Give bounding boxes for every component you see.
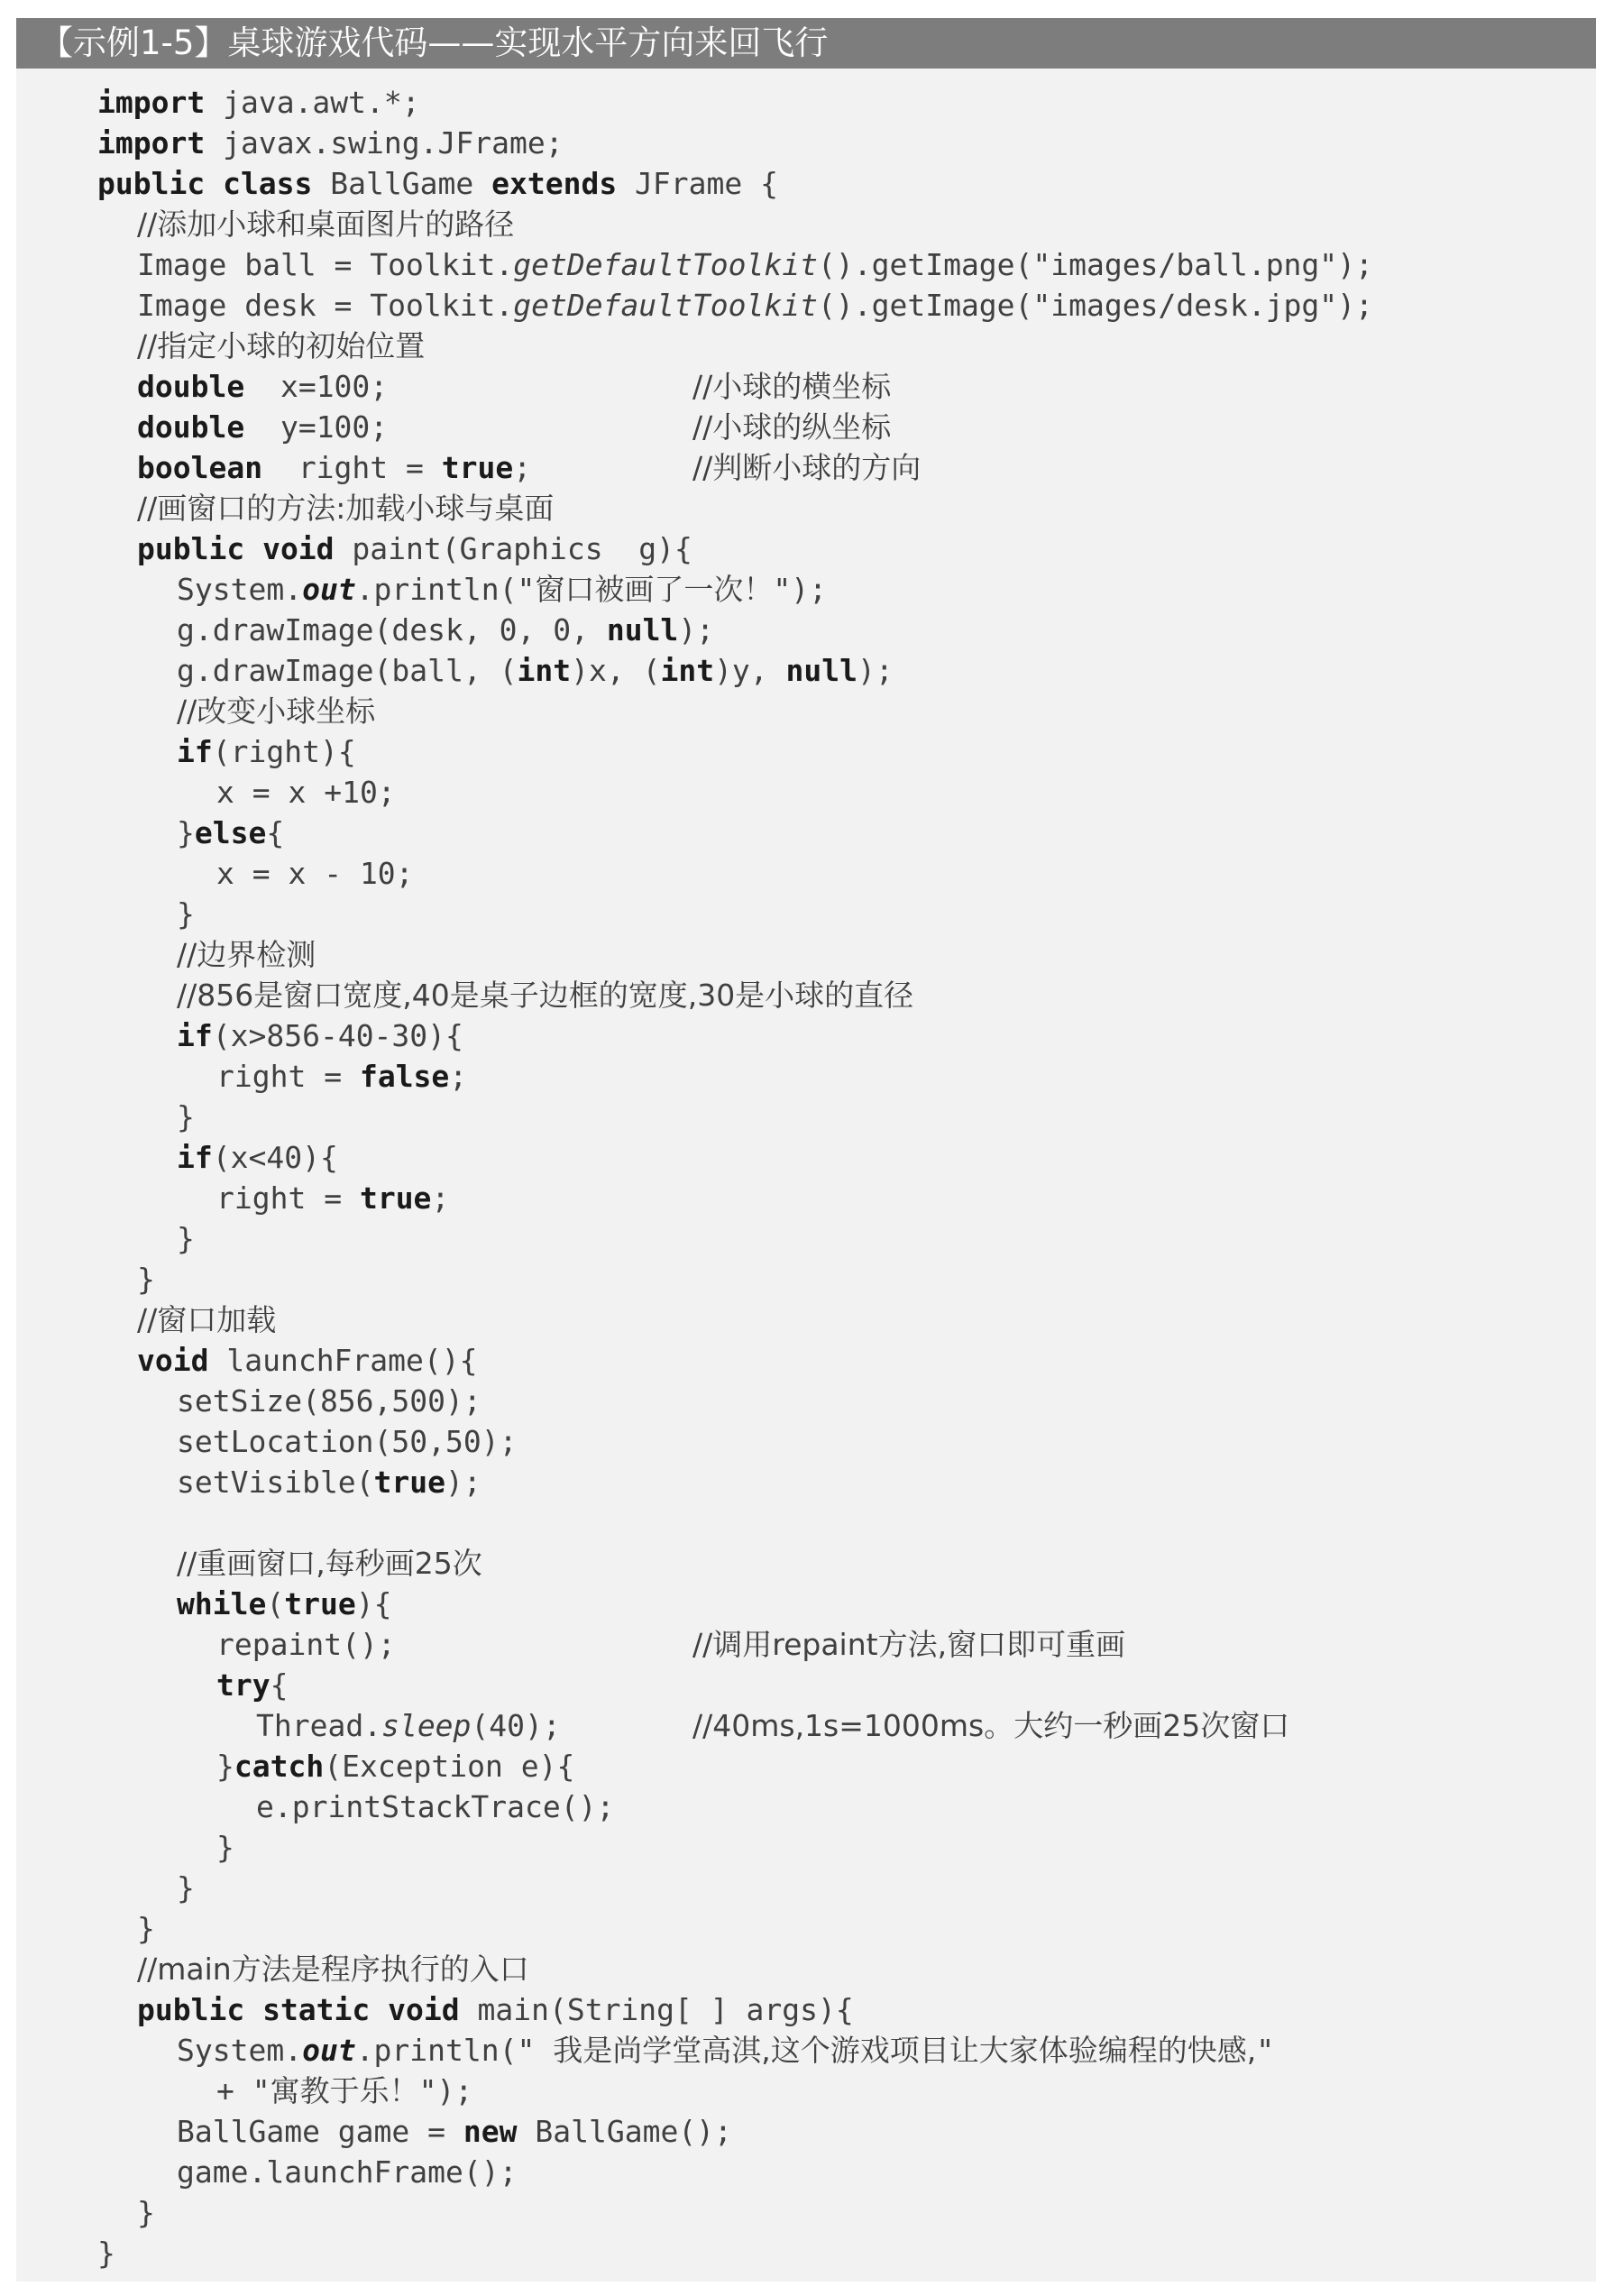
code-line — [16, 285, 1596, 326]
code-line — [16, 1949, 1596, 1989]
code-token: double — [137, 409, 245, 445]
code-token: ); — [445, 1465, 481, 1500]
code-token: public static void — [137, 1992, 460, 2027]
code-token: } — [216, 1749, 234, 1784]
code-line — [16, 1827, 1596, 1868]
code-token: } — [177, 896, 195, 932]
code-token: out — [302, 572, 356, 607]
code-token: ; — [431, 1180, 450, 1216]
code-token: //窗口加载 — [137, 1302, 277, 1337]
code-token: } — [216, 1830, 234, 1865]
code-token: } — [177, 815, 195, 850]
code-line — [16, 366, 1596, 407]
code-line — [16, 163, 1596, 204]
code-line — [16, 1340, 1596, 1381]
code-token: null — [606, 612, 679, 647]
code-token: x = x - 10; — [216, 856, 414, 891]
code-line — [16, 894, 1596, 934]
code-token: ( — [266, 1586, 285, 1621]
code-token: (40); — [471, 1708, 561, 1743]
code-block — [16, 82, 1596, 2273]
code-token: setSize(856,500); — [177, 1383, 481, 1419]
code-token: setLocation(50,50); — [177, 1424, 518, 1459]
code-line — [16, 2111, 1596, 2152]
code-token: "); — [773, 572, 827, 607]
inline-comment: //小球的横坐标 — [692, 369, 892, 404]
inline-comment: //判断小球的方向 — [692, 450, 922, 485]
code-token: true — [373, 1465, 446, 1500]
code-token: } — [137, 1262, 155, 1297]
code-line — [16, 813, 1596, 853]
code-token: //重画窗口,每秒画25次 — [177, 1546, 482, 1581]
code-token: ; — [513, 450, 532, 485]
code-line — [16, 528, 1596, 569]
code-line — [16, 2071, 1596, 2111]
code-token: double — [137, 369, 245, 404]
code-token: } — [177, 1099, 195, 1134]
code-line — [16, 82, 1596, 123]
code-token: (x<40){ — [212, 1140, 338, 1175]
code-line — [16, 1584, 1596, 1624]
code-line — [16, 204, 1596, 244]
code-token: x = x +10; — [216, 775, 396, 810]
code-token: import — [97, 85, 206, 120]
code-token: //添加小球和桌面图片的路径 — [137, 207, 515, 242]
code-line — [16, 2030, 1596, 2071]
inline-comment: //40ms,1s=1000ms。大约一秒画25次窗口 — [692, 1708, 1290, 1743]
inline-comment: //小球的纵坐标 — [692, 409, 892, 445]
code-line — [16, 1705, 1596, 1746]
code-token: while — [177, 1586, 267, 1621]
code-token: out — [302, 2033, 356, 2068]
code-line — [16, 1381, 1596, 1421]
code-line — [16, 1543, 1596, 1584]
code-line — [16, 1421, 1596, 1462]
code-token: Image ball = Toolkit. — [137, 247, 514, 282]
code-line — [16, 934, 1596, 975]
code-token: ().getImage("images/ball.png"); — [818, 247, 1373, 282]
code-token: right = — [216, 1059, 360, 1094]
code-line — [16, 1137, 1596, 1178]
code-line — [16, 1624, 1596, 1665]
code-token: true — [359, 1180, 432, 1216]
code-token: (right){ — [212, 734, 356, 769]
code-token: public void — [137, 531, 335, 566]
code-token: x=100; — [244, 369, 389, 404]
code-token: Image desk = Toolkit. — [137, 288, 514, 323]
code-token: try — [216, 1667, 271, 1703]
code-token: repaint(); — [216, 1627, 396, 1662]
code-line — [16, 2233, 1596, 2273]
code-token: ().getImage("images/desk.jpg"); — [818, 288, 1373, 323]
code-line — [16, 772, 1596, 813]
code-token: BallGame — [312, 166, 492, 201]
code-token: catch — [234, 1749, 325, 1784]
code-token: launchFrame(){ — [208, 1343, 478, 1378]
code-token: //856是窗口宽度,40是桌子边框的宽度,30是小球的直径 — [177, 978, 914, 1013]
code-line — [16, 1746, 1596, 1786]
code-line — [16, 1786, 1596, 1827]
code-token: game.launchFrame(); — [177, 2154, 518, 2190]
code-token: 我是尚学堂高淇,这个游戏项目让大家体验编程的快感, — [553, 2033, 1257, 2068]
code-token: } — [177, 1221, 195, 1256]
code-line — [16, 1015, 1596, 1056]
code-token: getDefaultToolkit — [513, 247, 818, 282]
code-token: java.awt.*; — [205, 85, 420, 120]
code-token: } — [137, 1911, 155, 1946]
code-token: right = — [216, 1180, 360, 1216]
code-line — [16, 1259, 1596, 1300]
code-line — [16, 1178, 1596, 1218]
code-line — [16, 1300, 1596, 1340]
code-token: { — [266, 815, 285, 850]
code-token: extends — [491, 166, 618, 201]
code-token: "); — [418, 2073, 473, 2108]
code-line — [16, 1908, 1596, 1949]
code-token: BallGame(); — [517, 2114, 732, 2149]
code-token: int — [660, 653, 715, 688]
code-line — [16, 1462, 1596, 1502]
code-line — [16, 650, 1596, 691]
code-listing-panel — [16, 69, 1596, 2282]
code-line — [16, 1989, 1596, 2030]
code-token: } — [97, 2236, 115, 2271]
code-token: sleep — [381, 1708, 472, 1743]
code-token: main(String[ ] args){ — [459, 1992, 854, 2027]
code-line — [16, 488, 1596, 528]
code-token: if — [177, 1018, 213, 1053]
code-token: e.printStackTrace(); — [256, 1789, 615, 1824]
code-token: //画窗口的方法:加载小球与桌面 — [137, 491, 555, 526]
code-token: (x>856-40-30){ — [212, 1018, 463, 1053]
code-token: } — [137, 2195, 155, 2230]
code-line — [16, 975, 1596, 1015]
code-line — [16, 1502, 1596, 1543]
code-line — [16, 244, 1596, 285]
code-line — [16, 407, 1596, 447]
code-token: Thread. — [256, 1708, 382, 1743]
code-token: true — [284, 1586, 356, 1621]
code-line — [16, 326, 1596, 366]
inline-comment: //调用repaint方法,窗口即可重画 — [692, 1627, 1126, 1662]
code-line — [16, 731, 1596, 772]
code-token: System. — [177, 572, 303, 607]
code-line — [16, 1868, 1596, 1908]
code-token: false — [359, 1059, 450, 1094]
code-line — [16, 1665, 1596, 1705]
code-token: JFrame { — [617, 166, 778, 201]
code-token: null — [785, 653, 858, 688]
code-line — [16, 1056, 1596, 1097]
code-token: //边界检测 — [177, 937, 316, 972]
code-line — [16, 1097, 1596, 1137]
code-token: { — [270, 1667, 289, 1703]
code-token: )y, — [714, 653, 786, 688]
code-line — [16, 447, 1596, 488]
code-line — [16, 853, 1596, 894]
code-line — [16, 2192, 1596, 2233]
code-token: ; — [449, 1059, 468, 1094]
code-token: g.drawImage(desk, 0, 0, — [177, 612, 607, 647]
code-token: ); — [678, 612, 715, 647]
code-token: .println(" — [355, 572, 536, 607]
code-token: new — [463, 2114, 518, 2149]
code-token: if — [177, 734, 213, 769]
code-line — [16, 123, 1596, 163]
code-token: setVisible( — [177, 1465, 374, 1500]
code-token: //改变小球坐标 — [177, 693, 376, 729]
code-token: " — [1256, 2033, 1275, 2068]
code-token: javax.swing.JFrame; — [205, 125, 564, 161]
code-token: )x, ( — [571, 653, 661, 688]
code-token: if — [177, 1140, 213, 1175]
code-token: ){ — [355, 1586, 392, 1621]
code-token: right = — [262, 450, 442, 485]
code-line — [16, 1218, 1596, 1259]
code-token: true — [441, 450, 514, 485]
code-token: int — [517, 653, 572, 688]
code-token: import — [97, 125, 206, 161]
code-token: else — [194, 815, 267, 850]
code-token: 窗口被画了一次！ — [535, 572, 774, 607]
code-token: //指定小球的初始位置 — [137, 328, 426, 363]
code-token: .println(" — [355, 2033, 554, 2068]
code-token: boolean — [137, 450, 263, 485]
code-token: void — [137, 1343, 209, 1378]
code-token: BallGame game = — [177, 2114, 463, 2149]
code-token: System. — [177, 2033, 303, 2068]
example-title-bar: 【示例1-5】桌球游戏代码——实现水平方向来回飞行 — [16, 18, 1596, 69]
code-token: //main方法是程序执行的入口 — [137, 1952, 529, 1987]
code-line — [16, 691, 1596, 731]
code-token: y=100; — [244, 409, 389, 445]
code-line — [16, 610, 1596, 650]
code-token: getDefaultToolkit — [513, 288, 818, 323]
code-line — [16, 569, 1596, 610]
code-token: g.drawImage(ball, ( — [177, 653, 518, 688]
code-token: 寓教于乐！ — [270, 2073, 419, 2108]
code-token: (Exception e){ — [324, 1749, 575, 1784]
code-line — [16, 2152, 1596, 2192]
code-token: public class — [97, 166, 313, 201]
code-token: paint(Graphics g){ — [334, 531, 692, 566]
code-token: ); — [857, 653, 894, 688]
code-token: + " — [216, 2073, 271, 2108]
code-token: } — [177, 1870, 195, 1906]
